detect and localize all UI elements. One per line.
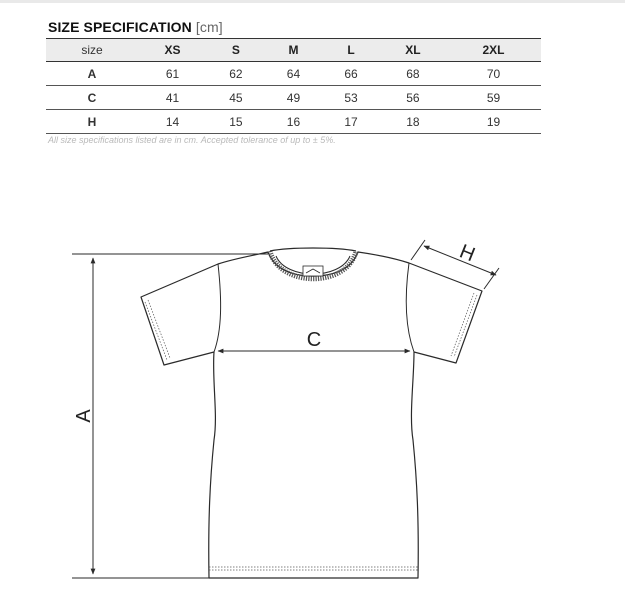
title-unit: [cm] — [195, 19, 223, 35]
table-cell: 45 — [207, 86, 265, 110]
size-col-s: S — [207, 39, 265, 62]
table-cell: 14 — [138, 110, 207, 134]
table-cell: 70 — [446, 62, 541, 86]
row-label: A — [46, 62, 138, 86]
table-cell: 61 — [138, 62, 207, 86]
title-text: SIZE SPECIFICATION — [48, 19, 192, 35]
table-cell: 68 — [380, 62, 446, 86]
size-col-m: M — [265, 39, 323, 62]
label-h: H — [456, 240, 479, 267]
size-col-xs: XS — [138, 39, 207, 62]
label-a: A — [73, 409, 95, 423]
size-corner-label: size — [46, 39, 138, 62]
size-col-2xl: 2XL — [446, 39, 541, 62]
tolerance-note: All size specifications listed are in cm. Accepted tolerance of up to ± 5%. — [48, 135, 336, 145]
tshirt-outline — [141, 252, 482, 578]
table-cell: 66 — [322, 62, 380, 86]
measure-h — [411, 240, 499, 289]
table-cell: 56 — [380, 86, 446, 110]
size-col-xl: XL — [380, 39, 446, 62]
size-col-l: L — [322, 39, 380, 62]
table-cell: 64 — [265, 62, 323, 86]
row-label: H — [46, 110, 138, 134]
table-cell: 59 — [446, 86, 541, 110]
table-cell: 15 — [207, 110, 265, 134]
table-cell: 53 — [322, 86, 380, 110]
brand-tag-icon — [303, 266, 323, 276]
table-cell: 19 — [446, 110, 541, 134]
table-cell: 17 — [322, 110, 380, 134]
table-cell: 49 — [265, 86, 323, 110]
measure-a — [72, 254, 268, 578]
table-cell: 62 — [207, 62, 265, 86]
row-label: C — [46, 86, 138, 110]
table-cell: 41 — [138, 86, 207, 110]
table-cell: 16 — [265, 110, 323, 134]
label-c: C — [306, 329, 322, 351]
table-cell: 18 — [380, 110, 446, 134]
